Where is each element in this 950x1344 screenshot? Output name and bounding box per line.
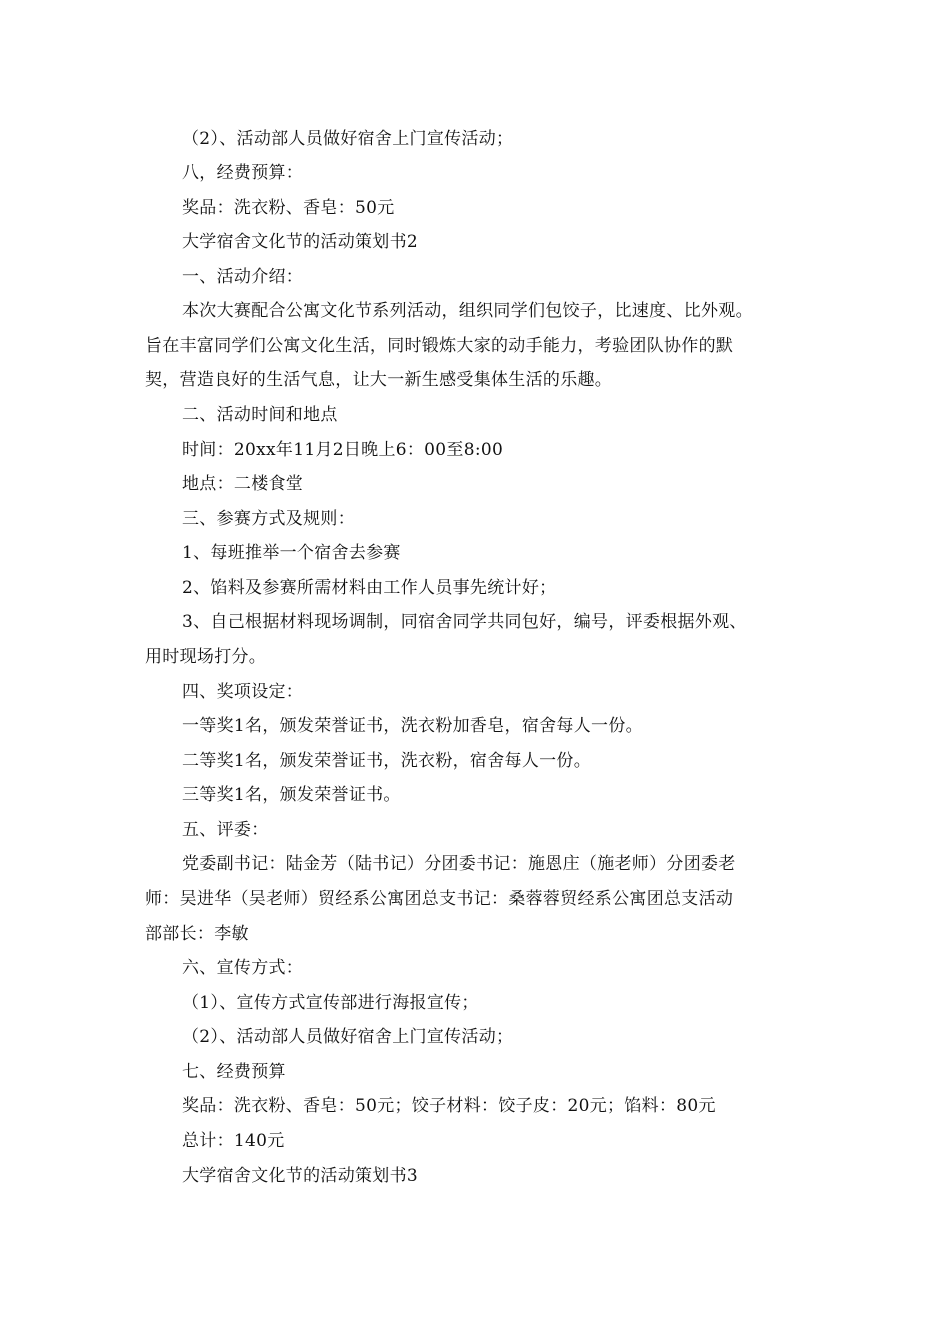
section-heading: 二、活动时间和地点	[182, 405, 338, 425]
text-line: 二等奖1名，颁发荣誉证书，洗衣粉，宿舍每人一份。	[182, 751, 592, 771]
text-line: （2）、活动部人员做好宿舍上门宣传活动；	[182, 129, 514, 149]
paragraph-line: 师：吴进华（吴老师）贸经系公寓团总支书记：桑蓉蓉贸经系公寓团总支活动	[145, 889, 734, 909]
text-line: 一等奖1名，颁发荣誉证书，洗衣粉加香皂，宿舍每人一份。	[182, 716, 643, 736]
section-heading: 一、活动介绍：	[182, 267, 304, 287]
paragraph-line: 本次大赛配合公寓文化节系列活动，组织同学们包饺子，比速度、比外观。	[182, 301, 753, 321]
list-item: 1、每班推举一个宿舍去参赛	[182, 543, 401, 563]
text-line: 时间：20xx年11月2日晚上6：00至8:00	[182, 440, 504, 460]
document-title: 大学宿舍文化节的活动策划书3	[182, 1166, 419, 1186]
text-line: 奖品：洗衣粉、香皂：50元	[182, 198, 395, 218]
list-item-continuation: 用时现场打分。	[145, 647, 267, 667]
paragraph-line: 旨在丰富同学们公寓文化生活，同时锻炼大家的动手能力，考验团队协作的默	[145, 336, 734, 356]
list-item: （1）、宣传方式宣传部进行海报宣传；	[182, 993, 479, 1013]
section-heading: 七、经费预算	[182, 1062, 286, 1082]
list-item: （2）、活动部人员做好宿舍上门宣传活动；	[182, 1027, 514, 1047]
paragraph-line: 部部长：李敏	[145, 924, 249, 944]
section-heading: 四、奖项设定：	[182, 682, 304, 702]
list-item: 2、馅料及参赛所需材料由工作人员事先统计好；	[182, 578, 557, 598]
list-item: 3、自己根据材料现场调制，同宿舍同学共同包好，编号，评委根据外观、	[182, 612, 747, 632]
text-line: 总计：140元	[182, 1131, 285, 1151]
paragraph-line: 契，营造良好的生活气息，让大一新生感受集体生活的乐趣。	[145, 370, 613, 390]
document-title: 大学宿舍文化节的活动策划书2	[182, 232, 419, 252]
text-line: 地点：二楼食堂	[182, 474, 304, 494]
text-line: 三等奖1名，颁发荣誉证书。	[182, 785, 401, 805]
section-heading: 五、评委：	[182, 820, 269, 840]
text-line: 奖品：洗衣粉、香皂：50元；饺子材料：饺子皮：20元；馅料：80元	[182, 1096, 716, 1116]
paragraph-line: 党委副书记：陆金芳（陆书记）分团委书记：施恩庄（施老师）分团委老	[182, 854, 736, 874]
section-heading: 三、参赛方式及规则：	[182, 509, 355, 529]
section-heading: 六、宣传方式：	[182, 958, 304, 978]
section-heading: 八，经费预算：	[182, 163, 304, 183]
